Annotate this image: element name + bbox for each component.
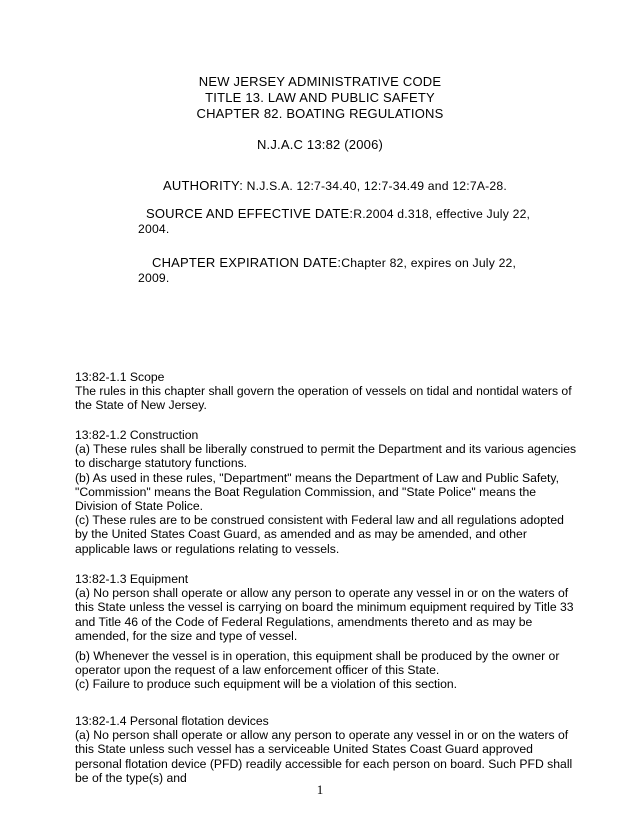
source-label: SOURCE AND EFFECTIVE DATE: — [146, 206, 354, 221]
section-heading-equipment: 13:82-1.3 Equipment — [75, 572, 189, 586]
section-heading-scope: 13:82-1.1 Scope — [75, 370, 165, 384]
expiration-text-cont: 2009. — [138, 271, 170, 285]
equipment-para-b: (b) Whenever the vessel is in operation, this equipment shall be produced by the owner or operator upon the request of a law enforcement officer of this State. — [75, 649, 560, 678]
expiration-line — [152, 255, 592, 271]
scope-paragraph: The rules in this chapter shall govern the operation of vessels on tidal and nontidal waters of the State of New Jersey. — [75, 384, 572, 413]
section-construction — [75, 428, 577, 556]
construction-para-c: (c) These rules are to be construed consistent with Federal law and all regulations adopted by the United States Coast Guard, as amended and as may be amended, and other applicable laws or regulations relating to vessels. — [75, 513, 564, 556]
code-title: NEW JERSEY ADMINISTRATIVE CODE — [198, 74, 442, 89]
citation: N.J.A.C 13:82 (2006) — [256, 137, 384, 152]
section-pfd — [75, 714, 577, 785]
source-text-cont: 2004. — [138, 222, 170, 236]
source-text: R.2004 d.318, effective July 22, — [353, 207, 531, 221]
pfd-para-a: (a) No person shall operate or allow any person to operate any vessel in or on the waters of this State unless such vessel has a serviceable United States Coast Guard approved personal flotation device (PFD) readily accessible for each person on board. Such PFD shall be of the type(s) and — [75, 728, 573, 785]
authority-line — [163, 178, 583, 194]
section-heading-pfd: 13:82-1.4 Personal flotation devices — [75, 714, 269, 728]
construction-para-a: (a) These rules shall be liberally construed to permit the Department and its various agencies to discharge statutory functions. — [75, 442, 577, 471]
expiration-text: Chapter 82, expires on July 22, — [341, 256, 517, 270]
chapter-heading: CHAPTER 82. BOATING REGULATIONS — [196, 106, 444, 121]
source-line — [146, 206, 586, 222]
equipment-para-a: (a) No person shall operate or allow any person to operate any vessel in or on the waters of this State unless the vessel is carrying on board the minimum equipment required by Title 33 and Title 46 of the Code of Federal Regulations, amendments thereto and as may be amended, for the size and type of vessel. — [75, 586, 574, 643]
section-equipment — [75, 572, 577, 692]
equipment-para-c: (c) Failure to produce such equipment will be a violation of this section. — [75, 677, 458, 692]
expiration-label: CHAPTER EXPIRATION DATE: — [152, 255, 342, 270]
construction-para-b: (b) As used in these rules, "Department" means the Department of Law and Public Safety, "Commission" means the Boat Regulation Commission, and "State Police" means the Division of State Police. — [75, 470, 559, 514]
authority-label: AUTHORITY: — [163, 178, 244, 193]
title-heading: TITLE 13. LAW AND PUBLIC SAFETY — [205, 90, 435, 105]
section-heading-construction: 13:82-1.2 Construction — [75, 428, 199, 442]
authority-text: N.J.S.A. 12:7-34.40, 12:7-34.49 and 12:7A-28. — [243, 179, 507, 193]
section-scope — [75, 370, 577, 413]
page-number: 1 — [316, 782, 324, 797]
